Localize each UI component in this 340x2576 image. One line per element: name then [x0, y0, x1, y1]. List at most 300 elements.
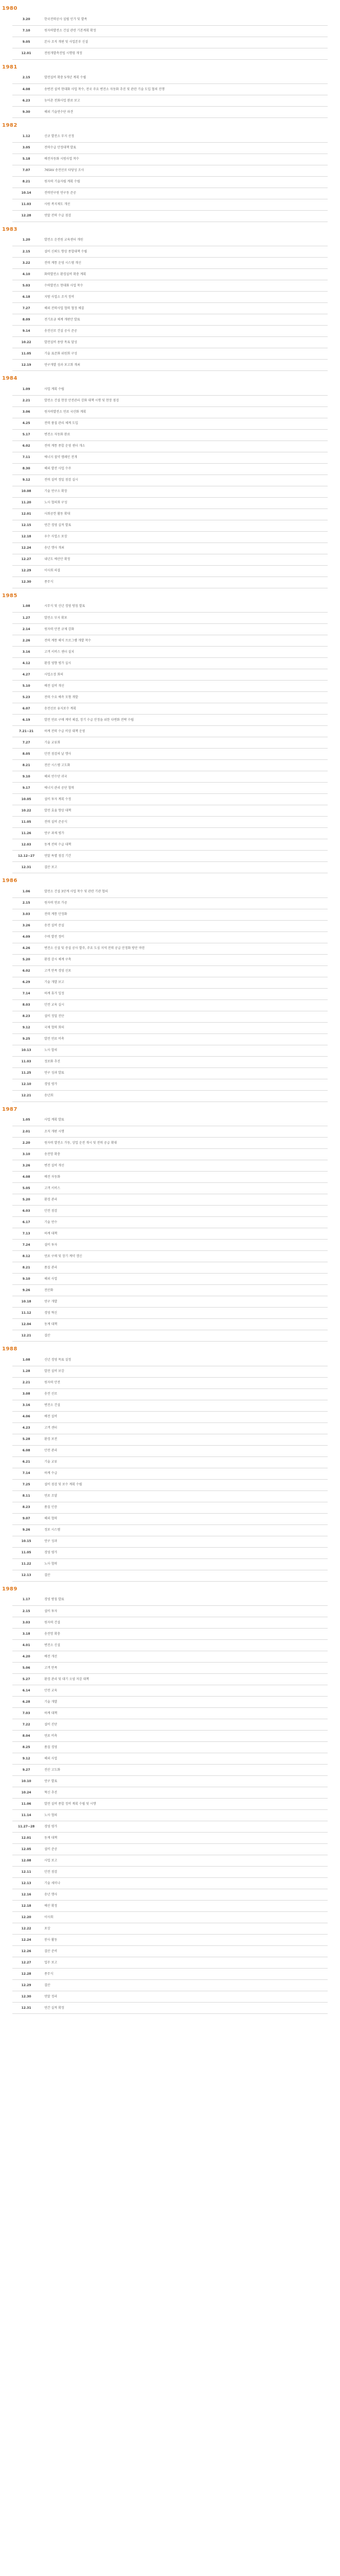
event-date: 7.24: [12, 1240, 40, 1251]
event-text: 연료 조달: [40, 1490, 328, 1502]
event-row: [12, 943, 328, 954]
event-text: 연료 비축: [40, 1731, 328, 1742]
event-row: [12, 669, 328, 681]
event-row: [12, 1434, 328, 1445]
event-row: [12, 1126, 328, 1138]
event-text: 송전 설비 증설: [40, 920, 328, 931]
event-date: 10.13: [12, 1045, 40, 1056]
year-heading: 1984: [2, 376, 18, 381]
event-text: 고객 만족 경영 선포: [40, 965, 328, 977]
event-text: 하계 휴가 일정: [40, 988, 328, 999]
event-date: 12.30: [12, 577, 40, 588]
event-text: 포상: [40, 1923, 328, 1935]
event-row: [12, 73, 328, 84]
event-date: 12.21: [12, 1090, 40, 1101]
event-row: [12, 1285, 328, 1296]
event-date: 8.05: [12, 749, 40, 760]
event-text: 안전 교육 실시: [40, 999, 328, 1011]
event-date: 12.01: [12, 509, 40, 520]
event-text: 설비 투자 계획 수정: [40, 794, 328, 805]
event-row: [12, 95, 328, 107]
event-row: [12, 246, 328, 258]
event-row: [12, 429, 328, 440]
event-text: 화력발전소 환경설비 확충 계획: [40, 269, 328, 280]
event-text: 배전 자동화: [40, 1172, 328, 1183]
event-row: [12, 1547, 328, 1558]
event-row: [12, 624, 328, 635]
event-date: 7.13: [12, 1228, 40, 1240]
event-text: 765kV 송전선로 타당성 조사: [40, 165, 328, 176]
event-date: 9.26: [12, 1285, 40, 1296]
event-date: 3.06: [12, 406, 40, 418]
year-events-table: [12, 131, 328, 222]
event-text: 노사 합의: [40, 1045, 328, 1056]
event-date: 8.12: [12, 1251, 40, 1262]
event-row: [12, 1172, 328, 1183]
event-date: 5.28: [12, 1434, 40, 1445]
event-date: 1.28: [12, 1366, 40, 1377]
event-row: [12, 1855, 328, 1867]
event-text: 환경 관리: [40, 1194, 328, 1206]
event-row: [12, 1844, 328, 1855]
event-text: 발전소 운전원 교육센터 개원: [40, 235, 328, 246]
event-row: [12, 1663, 328, 1674]
year-events-table: [12, 73, 328, 118]
event-date: 3.26: [12, 920, 40, 931]
event-date: 10.24: [12, 1787, 40, 1799]
event-text: 노사 협의: [40, 1810, 328, 1821]
event-row: [12, 1228, 328, 1240]
event-row: [12, 142, 328, 154]
event-date: 12.03: [12, 839, 40, 851]
event-text: 에너지 관리 공단 협력: [40, 783, 328, 794]
event-date: 6.03: [12, 1206, 40, 1217]
event-text: 경영 방침 발표: [40, 1595, 328, 1606]
event-date: 9.14: [12, 326, 40, 337]
event-row: [12, 1502, 328, 1513]
event-text: 배전 설비: [40, 1411, 328, 1422]
event-date: 3.03: [12, 909, 40, 920]
event-row: [12, 1731, 328, 1742]
event-date: 7.27: [12, 737, 40, 749]
event-text: 원자력 발전소 가동, 상업 운전 개시 및 전력 공급 확대: [40, 1138, 328, 1149]
event-text: 발전설비 확충 5개년 계획 수립: [40, 73, 328, 84]
event-row: [12, 1468, 328, 1479]
event-row: [12, 1479, 328, 1490]
event-row: [12, 84, 328, 95]
event-text: 발전 효율 향상 대책: [40, 805, 328, 817]
event-row: [12, 303, 328, 314]
event-text: 송년 행사 개최: [40, 543, 328, 554]
event-text: 배전자동화 시범사업 착수: [40, 154, 328, 165]
event-text: 설비 신뢰도 향상 종합대책 수립: [40, 246, 328, 258]
event-row: [12, 737, 328, 749]
event-text: 원자력 연료 가공: [40, 897, 328, 909]
year-events-table: [12, 14, 328, 60]
event-row: [12, 658, 328, 669]
event-text: 전력 수요 예측 모형 개발: [40, 692, 328, 703]
event-text: 고객 서비스: [40, 1183, 328, 1194]
event-text: 발전소 건설 3단계 사업 착수 및 관련 기관 협의: [40, 886, 328, 897]
event-row: [12, 25, 328, 37]
event-row: [12, 14, 328, 25]
event-row: [12, 1685, 328, 1697]
event-row: [12, 577, 328, 588]
event-date: 1.06: [12, 886, 40, 897]
event-row: [12, 1629, 328, 1640]
event-date: 9.12: [12, 1753, 40, 1765]
event-row: [12, 1719, 328, 1731]
event-date: 12.27: [12, 1957, 40, 1969]
event-text: 조직 개편 시행: [40, 1126, 328, 1138]
event-date: 8.23: [12, 1502, 40, 1513]
event-row: [12, 977, 328, 988]
event-row: [12, 292, 328, 303]
event-date: 11.05: [12, 348, 40, 360]
event-date: 12.08: [12, 1855, 40, 1867]
event-text: 사원 복지제도 개선: [40, 199, 328, 210]
event-row: [12, 1878, 328, 1889]
event-row: [12, 1067, 328, 1079]
event-date: 6.14: [12, 1685, 40, 1697]
event-text: 종무식: [40, 577, 328, 588]
event-date: 10.22: [12, 337, 40, 348]
event-text: 연간 경영 실적 발표: [40, 520, 328, 531]
event-text: 기술 교류회: [40, 737, 328, 749]
event-date: 6.17: [12, 1217, 40, 1228]
event-text: 우수 사업소 포상: [40, 531, 328, 543]
event-text: 연구 개발: [40, 1296, 328, 1308]
event-text: 사업소장 회의: [40, 669, 328, 681]
event-text: 발전 연료 비축: [40, 1033, 328, 1045]
event-row: [12, 406, 328, 418]
event-text: 해외 발전 사업 수주: [40, 463, 328, 474]
event-text: 안전 점검의 날 행사: [40, 749, 328, 760]
event-date: 4.10: [12, 269, 40, 280]
event-text: 전력 설비 정밀 점검 실시: [40, 474, 328, 486]
event-date: 12.31: [12, 862, 40, 873]
event-row: [12, 1923, 328, 1935]
event-row: [12, 1160, 328, 1172]
event-text: 변전소 자동화 완료: [40, 429, 328, 440]
event-text: 안전 관리: [40, 1445, 328, 1456]
event-text: 변전 설비 개선: [40, 1160, 328, 1172]
event-text: 전력 계통 운영 시스템 개선: [40, 258, 328, 269]
event-date: 2.14: [12, 624, 40, 635]
event-text: 하계 대책: [40, 1708, 328, 1719]
event-text: 시무식 및 신년 경영 방침 발표: [40, 601, 328, 613]
event-row: [12, 715, 328, 726]
event-text: 설비 준공: [40, 1844, 328, 1855]
event-date: 4.12: [12, 658, 40, 669]
event-row: [12, 635, 328, 647]
event-date: 11.14: [12, 1810, 40, 1821]
event-text: 원자력 안전: [40, 1377, 328, 1388]
event-date: 1.08: [12, 601, 40, 613]
event-date: 7.07: [12, 165, 40, 176]
event-row: [12, 1524, 328, 1536]
event-date: 5.20: [12, 954, 40, 965]
event-date: 6.28: [12, 1697, 40, 1708]
event-text: 봉사 활동: [40, 1935, 328, 1946]
event-row: [12, 1183, 328, 1194]
event-text: 환경 보전: [40, 1434, 328, 1445]
event-row: [12, 1149, 328, 1160]
event-text: 배전 설비 개선: [40, 681, 328, 692]
event-text: 국제 협력 회의: [40, 1022, 328, 1033]
event-date: 5.06: [12, 1663, 40, 1674]
event-row: [12, 783, 328, 794]
event-row: [12, 269, 328, 280]
event-row: [12, 1957, 328, 1969]
event-text: 기술 개발 보고: [40, 977, 328, 988]
event-text: 전력 설비 준공식: [40, 817, 328, 828]
event-row: [12, 1946, 328, 1957]
event-date: 8.23: [12, 1011, 40, 1022]
event-date: 9.12: [12, 1022, 40, 1033]
event-date: 5.05: [12, 1183, 40, 1194]
event-row: [12, 1422, 328, 1434]
event-date: 1.09: [12, 384, 40, 395]
event-date: 12.01: [12, 48, 40, 59]
event-text: 송전 선로: [40, 1388, 328, 1400]
event-row: [12, 176, 328, 188]
event-row: [12, 1490, 328, 1502]
event-row: [12, 520, 328, 531]
event-date: 7.11: [12, 452, 40, 463]
event-text: 하계 수급: [40, 1468, 328, 1479]
event-date: 7.03: [12, 1708, 40, 1719]
event-date: 12.18: [12, 531, 40, 543]
event-row: [12, 1319, 328, 1330]
event-text: 발전설비 용량 목표 달성: [40, 337, 328, 348]
event-text: 결산: [40, 1570, 328, 1581]
event-row: [12, 280, 328, 292]
event-date: 8.21: [12, 176, 40, 188]
event-text: 결산: [40, 1980, 328, 1991]
event-row: [12, 1090, 328, 1101]
event-text: 기술 세미나: [40, 1878, 328, 1889]
event-row: [12, 1308, 328, 1319]
event-date: 5.10: [12, 681, 40, 692]
event-text: 수력발전소 현대화 사업 착수: [40, 280, 328, 292]
event-row: [12, 452, 328, 463]
event-date: 11.06: [12, 1799, 40, 1810]
event-text: 송년 행사: [40, 1889, 328, 1901]
event-row: [12, 165, 328, 176]
event-date: 5.17: [12, 429, 40, 440]
event-row: [12, 965, 328, 977]
event-row: [12, 1980, 328, 1991]
event-row: [12, 1901, 328, 1912]
event-date: 2.15: [12, 897, 40, 909]
event-row: [12, 1606, 328, 1617]
year-events-table: [12, 384, 328, 588]
event-row: [12, 418, 328, 429]
event-text: 하계 전력 수급 비상 대책 운영: [40, 726, 328, 737]
event-date: 4.08: [12, 84, 40, 95]
event-date: 10.14: [12, 188, 40, 199]
timeline: [2, 3, 340, 2014]
event-date: 8.21: [12, 760, 40, 771]
event-date: 4.25: [12, 418, 40, 429]
event-text: 환경 감시 체계 구축: [40, 954, 328, 965]
event-text: 해외 전력사업 협력 협정 체결: [40, 303, 328, 314]
event-date: 5.03: [12, 280, 40, 292]
event-date: 9.25: [12, 1033, 40, 1045]
event-date: 7.25: [12, 1479, 40, 1490]
event-text: 안전 점검: [40, 1867, 328, 1878]
event-text: 전산 고도화: [40, 1765, 328, 1776]
event-date: 8.25: [12, 1742, 40, 1753]
event-row: [12, 1697, 328, 1708]
event-date: 12.16: [12, 1889, 40, 1901]
event-text: 품질 인증: [40, 1502, 328, 1513]
event-row: [12, 154, 328, 165]
event-text: 설비 점검 및 보수 계획 수립: [40, 1479, 328, 1490]
event-text: 수력 발전 정비: [40, 931, 328, 943]
event-text: 지방 사업소 조직 정비: [40, 292, 328, 303]
event-text: 송전선로 유지보수 계획: [40, 703, 328, 715]
event-row: [12, 1400, 328, 1411]
event-date: 3.10: [12, 1149, 40, 1160]
event-row: [12, 862, 328, 873]
event-row: [12, 1867, 328, 1878]
event-text: 전원개발촉진법 시행령 개정: [40, 48, 328, 59]
event-date: 7.14: [12, 1468, 40, 1479]
event-text: 해외 협력: [40, 1513, 328, 1524]
event-row: [12, 1411, 328, 1422]
event-date: 12.30: [12, 1991, 40, 2003]
event-date: 12.20: [12, 1912, 40, 1923]
event-row: [12, 37, 328, 48]
event-text: 환경 영향 평가 실시: [40, 658, 328, 669]
event-text: 전력 계통 종합 운영 센터 개소: [40, 440, 328, 452]
event-text: 연구 성과: [40, 1536, 328, 1547]
event-row: [12, 48, 328, 59]
event-row: [12, 1810, 328, 1821]
event-date: 7.27: [12, 303, 40, 314]
event-date: 12.29: [12, 565, 40, 577]
event-text: 업무 보고: [40, 1957, 328, 1969]
event-date: 12.15: [12, 520, 40, 531]
event-date: 8.03: [12, 999, 40, 1011]
event-row: [12, 1022, 328, 1033]
event-text: 경영 평가: [40, 1547, 328, 1558]
year-events-table: [12, 235, 328, 371]
event-date: 5.18: [12, 154, 40, 165]
event-date: 4.20: [12, 1651, 40, 1663]
event-date: 9.05: [12, 37, 40, 48]
event-text: 결산 준비: [40, 1946, 328, 1957]
year-events-table: [12, 886, 328, 1102]
event-text: 연말 전력 수급 점검: [40, 210, 328, 222]
year-heading: 1987: [2, 1106, 18, 1112]
event-row: [12, 1753, 328, 1765]
event-text: 안전 점검: [40, 1206, 328, 1217]
event-date: 11.03: [12, 199, 40, 210]
event-text: 송전망 확충: [40, 1149, 328, 1160]
event-date: 8.21: [12, 1262, 40, 1274]
event-row: [12, 794, 328, 805]
event-text: 송전망 확충: [40, 1629, 328, 1640]
event-text: 전력 계통 해석 프로그램 개발 착수: [40, 635, 328, 647]
event-date: 9.12: [12, 474, 40, 486]
event-row: [12, 988, 328, 999]
event-row: [12, 463, 328, 474]
event-date: 2.15: [12, 73, 40, 84]
event-text: 송전선로 건설 공사 준공: [40, 326, 328, 337]
event-row: [12, 692, 328, 703]
event-row: [12, 828, 328, 839]
event-row: [12, 760, 328, 771]
event-date: 7.22: [12, 1719, 40, 1731]
event-row: [12, 337, 328, 348]
event-date: 3.20: [12, 14, 40, 25]
event-row: [12, 1935, 328, 1946]
event-text: 원자력 안전 규제 강화: [40, 624, 328, 635]
event-text: 혁신 추진: [40, 1787, 328, 1799]
year-heading: 1985: [2, 592, 18, 599]
event-date: 4.23: [12, 1422, 40, 1434]
event-date: 3.05: [12, 142, 40, 154]
event-date: 4.27: [12, 669, 40, 681]
event-text: 신규 발전소 부지 선정: [40, 131, 328, 142]
event-text: 변전소 건설: [40, 1400, 328, 1411]
event-date: 6.29: [12, 977, 40, 988]
event-row: [12, 1787, 328, 1799]
event-text: 동계 대책: [40, 1833, 328, 1844]
event-date: 12.21: [12, 1330, 40, 1342]
event-row: [12, 1045, 328, 1056]
event-date: 12.26: [12, 1946, 40, 1957]
event-text: 고객 서비스 센터 설치: [40, 647, 328, 658]
event-row: [12, 2003, 328, 2014]
event-date: 3.03: [12, 1617, 40, 1629]
event-row: [12, 235, 328, 246]
event-text: 정보화 추진: [40, 1056, 328, 1067]
event-text: 배전 개선: [40, 1651, 328, 1663]
event-text: 기술 교류: [40, 1456, 328, 1468]
year-heading: 1988: [2, 1346, 18, 1352]
event-date: 1.27: [12, 613, 40, 624]
event-row: [12, 1969, 328, 1980]
event-date: 2.26: [12, 635, 40, 647]
event-text: 신년 경영 목표 설정: [40, 1354, 328, 1366]
event-row: [12, 1445, 328, 1456]
event-row: [12, 1821, 328, 1833]
event-text: 경영 혁신: [40, 1308, 328, 1319]
event-date: 7.14: [12, 988, 40, 999]
event-row: [12, 1513, 328, 1524]
event-text: 종무식: [40, 1969, 328, 1980]
event-date: 5.20: [12, 1194, 40, 1206]
event-row: [12, 1330, 328, 1342]
event-row: [12, 1206, 328, 1217]
event-date: 4.08: [12, 1172, 40, 1183]
event-date: 3.26: [12, 1160, 40, 1172]
event-row: [12, 384, 328, 395]
event-row: [12, 1776, 328, 1787]
year-events-table: [12, 1354, 328, 1582]
event-text: 품질 경영: [40, 1742, 328, 1753]
event-text: 내년도 예산안 확정: [40, 554, 328, 565]
event-row: [12, 497, 328, 509]
event-row: [12, 486, 328, 497]
event-date: 2.20: [12, 1138, 40, 1149]
event-date: 10.15: [12, 1536, 40, 1547]
event-date: 9.10: [12, 1274, 40, 1285]
